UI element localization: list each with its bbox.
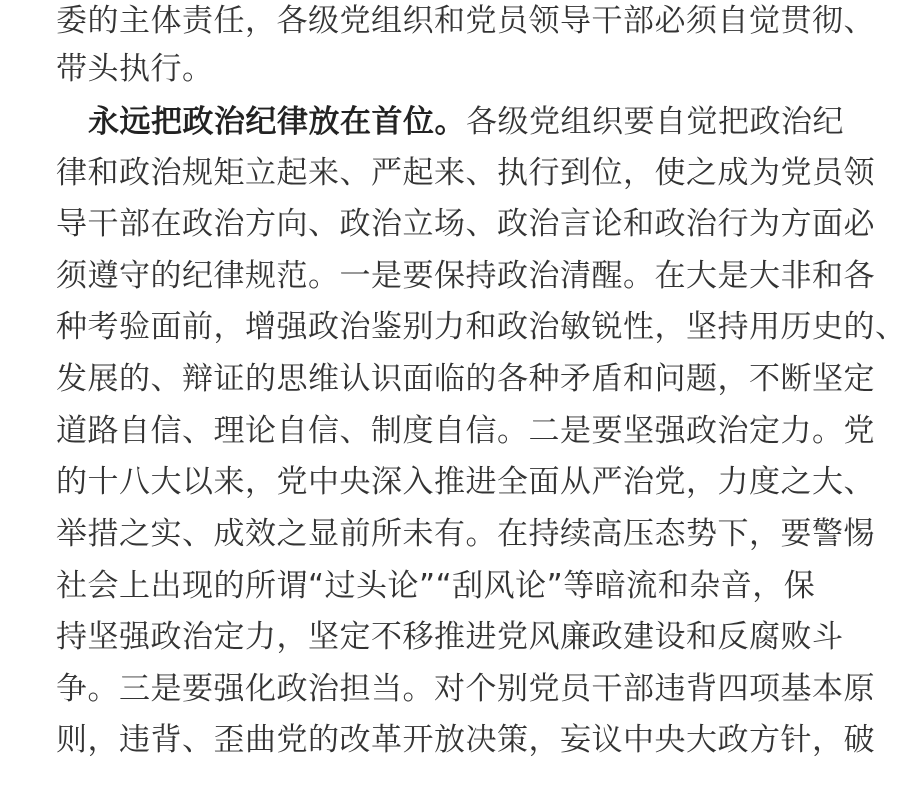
text-line-7: 种考验面前，增强政治鉴别力和政治敏锐性，坚持用历史的、 (56, 309, 907, 345)
text-line-5: 导干部在政治方向、政治立场、政治言论和政治行为方面必 (56, 206, 875, 242)
text-line-12: 社会上出现的所谓“过头论”“刮风论”等暗流和杂音，保 (56, 568, 816, 604)
text-line-13: 持坚强政治定力，坚定不移推进党风廉政建设和反腐败斗 (56, 619, 844, 655)
text-line-8: 发展的、辩证的思维认识面临的各种矛盾和问题，不断坚定 (56, 361, 875, 397)
paragraph-heading-rest: 各级党组织要自觉把政治纪 (466, 104, 844, 140)
text-line-6: 须遵守的纪律规范。一是要保持政治清醒。在大是大非和各 (56, 258, 875, 294)
text-line-1: 委的主体责任，各级党组织和党员领导干部必须自觉贯彻、 (56, 3, 875, 39)
text-line-10: 的十八大以来，党中央深入推进全面从严治党，力度之大、 (56, 464, 875, 500)
text-line-4: 律和政治规矩立起来、严起来、执行到位，使之成为党员领 (56, 155, 875, 191)
text-line-11: 举措之实、成效之显前所未有。在持续高压态势下，要警惕 (56, 516, 875, 552)
text-line-2: 带头执行。 (56, 51, 214, 87)
text-line-9: 道路自信、理论自信、制度自信。二是要坚强政治定力。党 (56, 413, 875, 449)
text-line-15: 则，违背、歪曲党的改革开放决策，妄议中央大政方针，破 (56, 722, 875, 758)
paragraph-heading: 永远把政治纪律放在首位。 (88, 104, 466, 140)
paragraph-first-line (88, 102, 844, 142)
text-line-14: 争。三是要强化政治担当。对个别党员干部违背四项基本原 (56, 671, 875, 707)
